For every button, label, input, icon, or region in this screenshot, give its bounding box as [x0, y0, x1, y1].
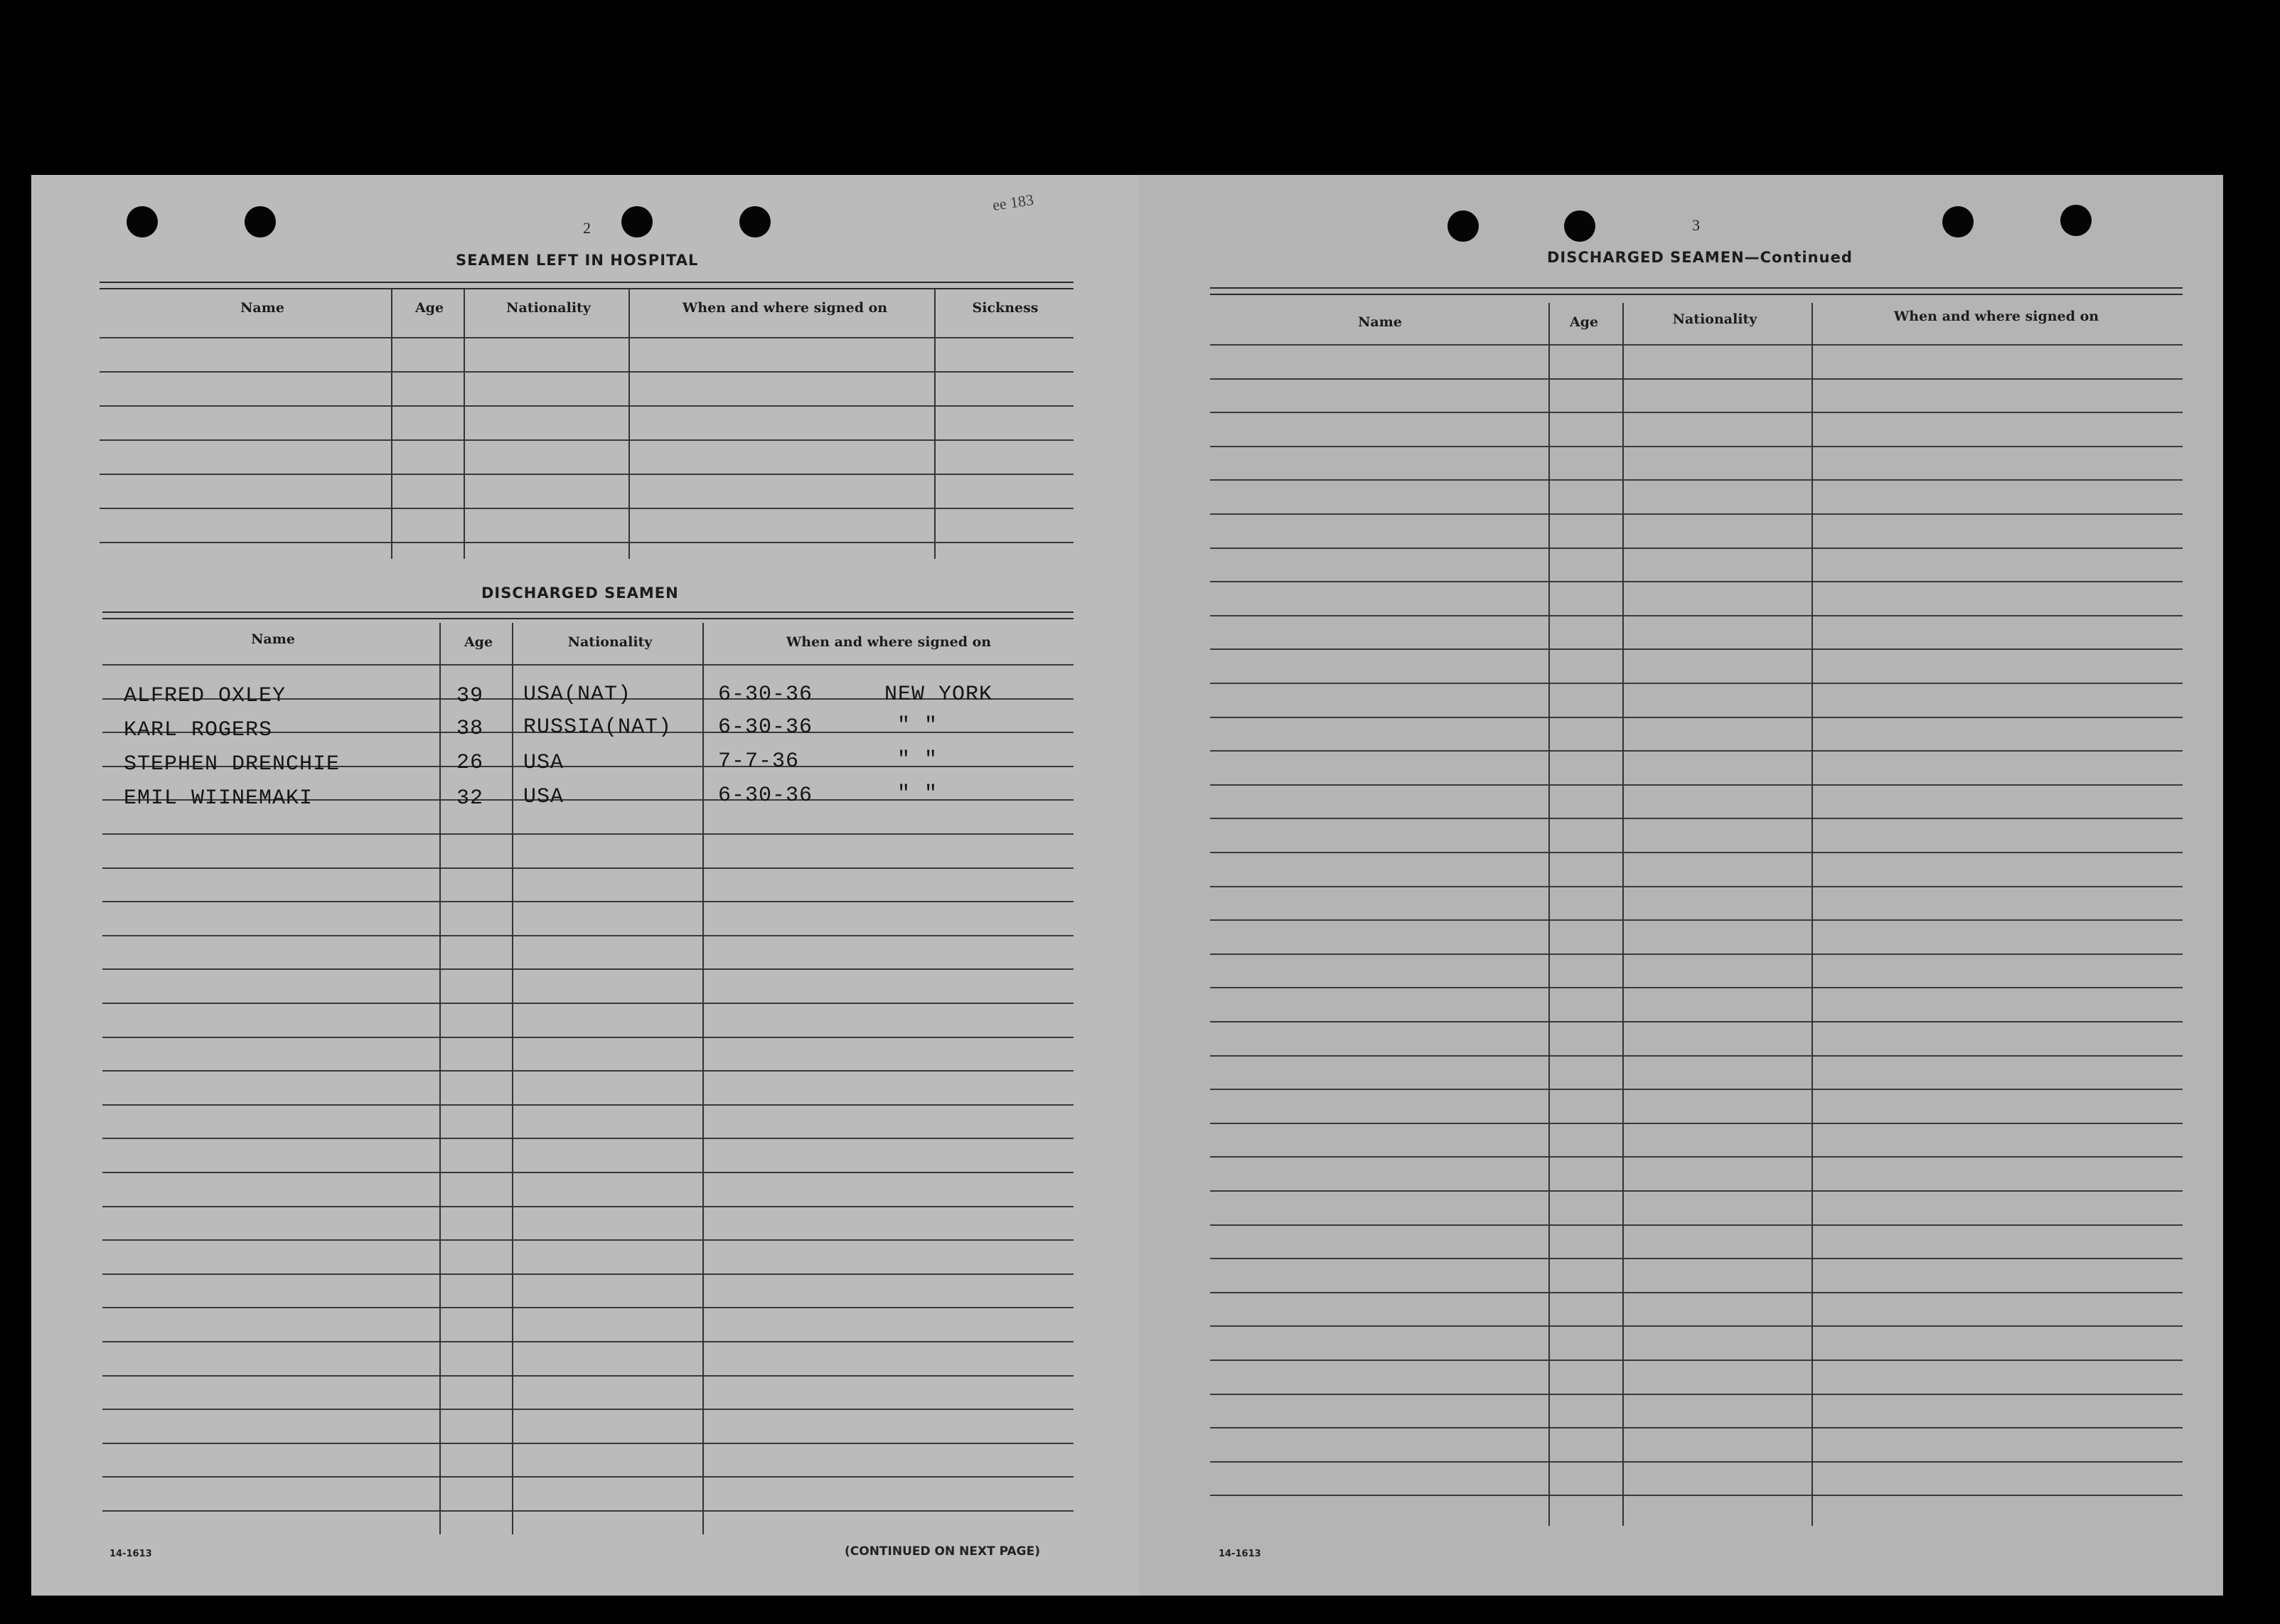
table-row-line [1210, 852, 2183, 853]
seaman-age: 26 [456, 751, 484, 775]
table-row-line [1210, 648, 2183, 650]
table-row-line [100, 439, 1074, 441]
signed-on-date: 7-7-36 [718, 749, 800, 774]
table-row-line [102, 1341, 1074, 1342]
column-divider [464, 289, 465, 559]
section-rule [1210, 287, 2183, 295]
table-row-line [1210, 750, 2183, 752]
signed-on-place: NEW YORK [884, 683, 993, 707]
right-page [1139, 175, 2223, 1596]
table-row-line [102, 1070, 1074, 1072]
punch-hole [1447, 210, 1479, 242]
seaman-nationality: USA [523, 785, 564, 809]
table-row-line [102, 1409, 1074, 1410]
table-row-line [102, 968, 1074, 970]
seaman-nationality: RUSSIA(NAT) [523, 715, 673, 739]
table-row-line [1210, 412, 2183, 413]
column-divider [439, 623, 441, 1534]
punch-hole [245, 206, 276, 237]
column-header-signed-on: When and where signed on [1893, 309, 2099, 324]
table-row-line [1210, 1224, 2183, 1226]
column-header-age: Age [414, 300, 444, 316]
punch-hole [2060, 205, 2092, 236]
table-row-line [1210, 547, 2183, 549]
discharged-section-title: DISCHARGED SEAMEN [481, 584, 679, 602]
signed-on-date: 6-30-36 [718, 784, 813, 808]
continued-note: (CONTINUED ON NEXT PAGE) [845, 1544, 1040, 1559]
seaman-nationality: USA(NAT) [523, 683, 632, 707]
seaman-age: 38 [456, 717, 484, 741]
left-page [31, 175, 1139, 1596]
seaman-name: EMIL WIINEMAKI [124, 786, 314, 811]
table-row-line [1210, 1190, 2183, 1192]
table-row-line [1210, 479, 2183, 481]
table-row-line [102, 1037, 1074, 1038]
table-row-line [1210, 987, 2183, 988]
column-header-age: Age [1569, 314, 1599, 330]
table-row-line [1210, 683, 2183, 684]
table-row-line [1210, 784, 2183, 786]
table-row-line [1210, 378, 2183, 380]
signed-on-date: 6-30-36 [718, 715, 813, 739]
seaman-age: 32 [456, 786, 484, 811]
column-divider [1622, 303, 1624, 1526]
table-row-line [102, 1138, 1074, 1139]
column-header-nationality: Nationality [506, 300, 591, 316]
table-row-line [1210, 919, 2183, 921]
table-row-line [1210, 1461, 2183, 1463]
column-divider [1548, 303, 1550, 1526]
table-row-line [1210, 1495, 2183, 1496]
table-row-line [1210, 1021, 2183, 1022]
column-divider [628, 289, 630, 559]
table-row-line [1210, 1258, 2183, 1259]
table-row-line [102, 1239, 1074, 1241]
punch-hole [1942, 206, 1974, 237]
table-row-line [1210, 953, 2183, 955]
table-row-line [1210, 344, 2183, 346]
column-header-signed-on: When and where signed on [786, 634, 992, 650]
hospital-section-title: SEAMEN LEFT IN HOSPITAL [456, 252, 699, 269]
column-header-name: Name [251, 631, 295, 647]
seaman-name: ALFRED OXLEY [124, 684, 287, 708]
column-header-name: Name [240, 300, 284, 316]
column-header-sickness: Sickness [972, 300, 1039, 316]
signed-on-date: 6-30-36 [718, 683, 813, 707]
column-header-name: Name [1358, 314, 1402, 330]
table-row-line [102, 1510, 1074, 1512]
column-header-age: Age [464, 634, 493, 650]
seaman-nationality: USA [523, 751, 564, 775]
table-row-line [1210, 1292, 2183, 1293]
section-rule [102, 611, 1074, 619]
punch-hole [127, 206, 158, 237]
table-row-line [102, 1104, 1074, 1106]
table-row-line [100, 508, 1074, 509]
table-row-line [1210, 615, 2183, 616]
table-row-line [100, 337, 1074, 338]
stamp-mark: ee 183 [991, 191, 1035, 214]
table-row-line [102, 1172, 1074, 1173]
table-row-line [100, 405, 1074, 407]
form-number: 14-1613 [1219, 1549, 1261, 1559]
table-row-line [102, 833, 1074, 835]
table-row-line [102, 901, 1074, 902]
table-row-line [1210, 1123, 2183, 1124]
table-row-line [100, 542, 1074, 543]
table-row-line [1210, 1394, 2183, 1395]
table-row-line [102, 664, 1074, 666]
table-row-line [100, 474, 1074, 475]
table-row-line [1210, 446, 2183, 447]
signed-on-place: " " [897, 714, 938, 738]
table-row-line [102, 1375, 1074, 1377]
column-header-nationality: Nationality [1672, 311, 1757, 327]
seaman-age: 39 [456, 684, 484, 708]
table-row-line [1210, 818, 2183, 819]
table-row-line [1210, 513, 2183, 515]
column-divider [512, 623, 513, 1534]
table-row-line [102, 1443, 1074, 1444]
table-row-line [1210, 1359, 2183, 1361]
table-row-line [1210, 1156, 2183, 1158]
table-row-line [1210, 1325, 2183, 1327]
table-row-line [1210, 1055, 2183, 1057]
page-number: 2 [583, 219, 591, 237]
table-row-line [102, 1476, 1074, 1478]
signed-on-place: " " [897, 748, 938, 772]
table-row-line [1210, 886, 2183, 887]
table-row-line [102, 1307, 1074, 1308]
continued-section-title: DISCHARGED SEAMEN—Continued [1547, 249, 1853, 266]
table-row-line [1210, 581, 2183, 582]
table-row-line [1210, 1089, 2183, 1090]
section-rule [100, 282, 1074, 289]
signed-on-place: " " [897, 782, 938, 806]
punch-hole [621, 206, 653, 237]
punch-hole [1564, 210, 1595, 242]
table-row-line [102, 1206, 1074, 1207]
seaman-name: STEPHEN DRENCHIE [124, 752, 341, 776]
page-number: 3 [1692, 216, 1700, 234]
table-row-line [1210, 717, 2183, 718]
column-divider [702, 623, 704, 1534]
table-row-line [102, 867, 1074, 869]
table-row-line [100, 371, 1074, 373]
column-header-signed-on: When and where signed on [682, 300, 888, 316]
column-divider [391, 289, 392, 559]
column-divider [934, 289, 936, 559]
seaman-name: KARL ROGERS [124, 718, 273, 742]
table-row-line [1210, 1427, 2183, 1428]
punch-hole [739, 206, 771, 237]
table-row-line [102, 935, 1074, 936]
table-row-line [102, 1273, 1074, 1275]
table-row-line [102, 1003, 1074, 1004]
column-header-nationality: Nationality [567, 634, 653, 650]
form-number: 14-1613 [109, 1549, 152, 1559]
column-divider [1811, 303, 1813, 1526]
